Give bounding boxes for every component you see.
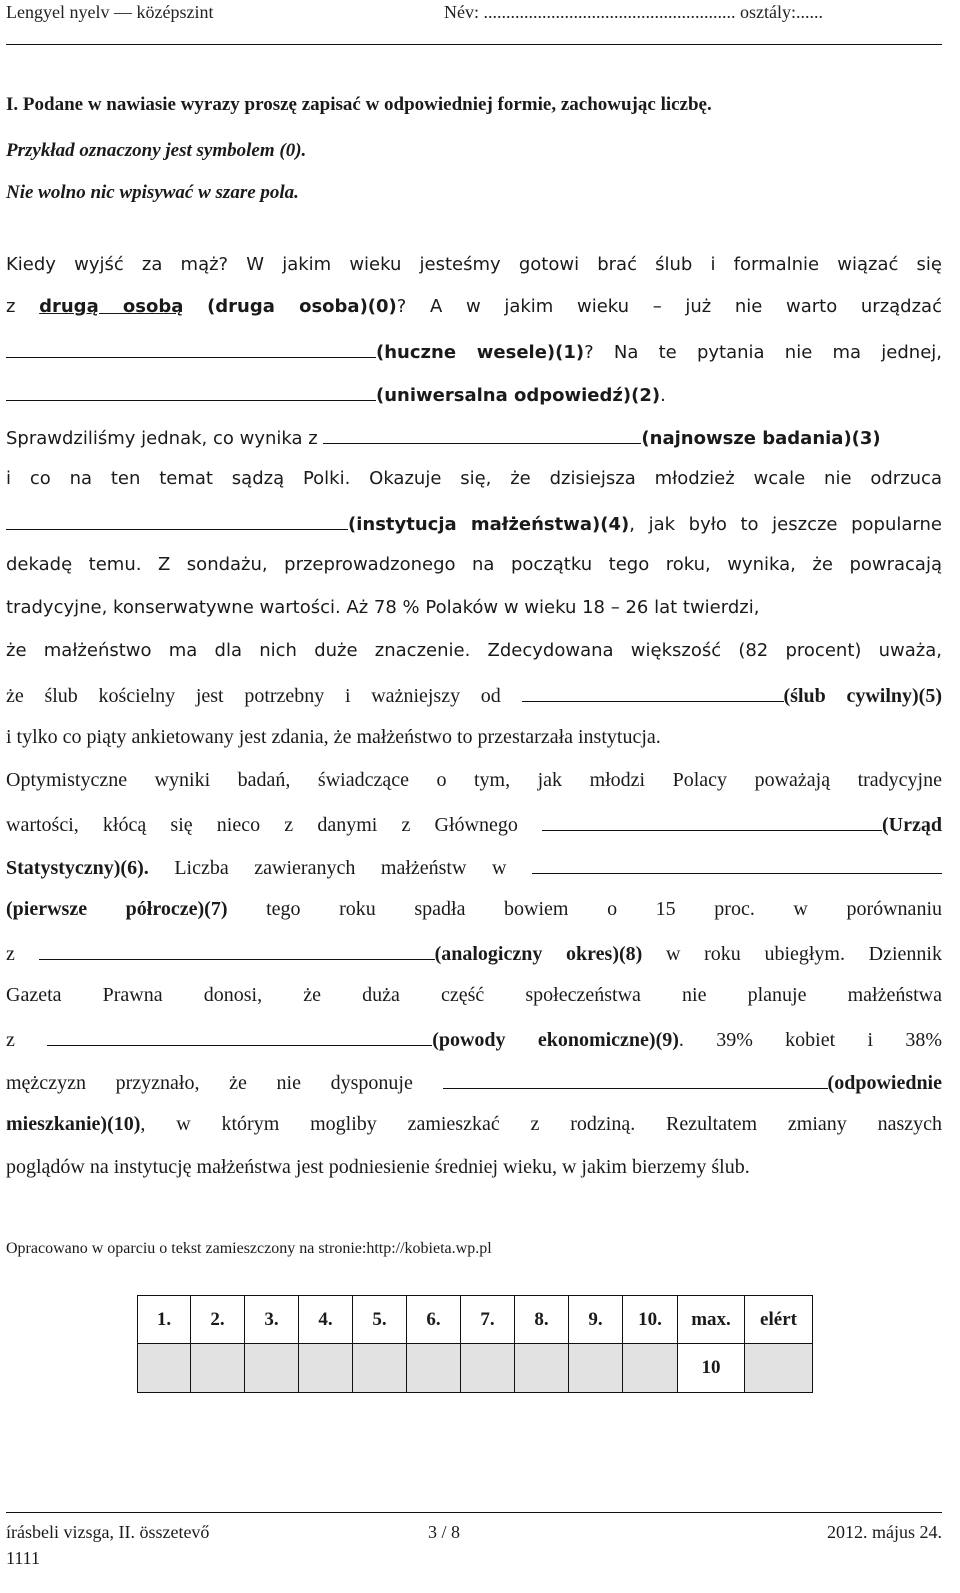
footer-rule: [6, 1512, 942, 1513]
gap-prompt-5: (ślub cywilny)(5): [783, 685, 942, 707]
score-cell-max: 10: [678, 1344, 745, 1393]
score-cell-5: [353, 1344, 407, 1393]
score-header-elert: elért: [745, 1296, 813, 1344]
answer-blank-6[interactable]: [542, 812, 882, 831]
score-header-1: 1.: [138, 1296, 191, 1344]
text-line-20: [6, 1070, 942, 1095]
footer-page-number: 3 / 8: [428, 1522, 461, 1542]
text-line-21: [6, 1113, 942, 1136]
text-fragment: ? Na te pytania nie ma jednej,: [584, 342, 942, 363]
text-fragment: że ślub kościelny jest potrzebny i ważniejszy od: [6, 685, 522, 707]
answer-blank-7[interactable]: [532, 855, 942, 874]
footer-date: 2012. május 24.: [827, 1522, 942, 1542]
gap-prompt-2: (uniwersalna odpowiedź)(2): [376, 385, 661, 406]
answer-blank-9[interactable]: [47, 1027, 432, 1046]
text-line-17: [6, 941, 942, 966]
score-header-5: 5.: [353, 1296, 407, 1344]
text-line-7: [6, 511, 942, 535]
text-fragment: z: [6, 1029, 48, 1051]
instruction-line-2: Przykład oznaczony jest symbolem (0).: [6, 140, 307, 161]
footer-exam-part: írásbeli vizsga, II. összetevő: [6, 1522, 210, 1542]
score-value-row: [138, 1344, 813, 1393]
score-cell-1: [138, 1344, 191, 1393]
footer-code: 1111: [6, 1548, 40, 1568]
gap-prompt-7: (pierwsze półrocze)(7): [6, 898, 228, 920]
text-fragment: tego roku spadła bowiem o 15 proc. w porównaniu: [227, 898, 942, 920]
header-rule: [6, 44, 942, 45]
text-fragment: z: [6, 943, 39, 965]
text-fragment: z: [6, 296, 40, 317]
score-header-9: 9.: [569, 1296, 623, 1344]
example-answer: drugą osobą: [39, 296, 184, 317]
header-name-class-field: Név: ........................................................ osztály:......: [444, 2, 823, 22]
text-fragment: wartości, kłócą się nieco z danymi z Głównego: [6, 814, 543, 836]
gap-prompt-3: (najnowsze badania)(3): [641, 428, 881, 449]
gap-prompt-6: (Urząd: [882, 814, 942, 836]
score-header-8: 8.: [515, 1296, 569, 1344]
source-note: Opracowano w oparciu o tekst zamieszczony na stronie:http://kobieta.wp.pl: [6, 1240, 492, 1257]
text-fragment: Sprawdziliśmy jednak, co wynika z: [6, 428, 324, 449]
text-line-4: [6, 382, 942, 406]
answer-blank-5[interactable]: [522, 683, 784, 702]
text-line-13: Optymistyczne wyniki badań, świadczące o tym, jak młodzi Polacy poważają tradycyjne: [6, 769, 942, 791]
text-fragment: Liczba zawieranych małżeństw w: [148, 857, 532, 879]
score-header-4: 4.: [299, 1296, 353, 1344]
gap-prompt-10-cont: mieszkanie)(10): [6, 1113, 141, 1135]
instruction-line-3: Nie wolno nic wpisywać w szare pola.: [6, 182, 299, 203]
text-line-11: [6, 683, 942, 708]
header-subject: Lengyel nyelv — középszint: [6, 2, 214, 22]
text-line-15: [6, 855, 942, 880]
text-line-6: i co na ten temat sądzą Polki. Okazuje się, że dzisiejsza młodzież wcale nie odrzuca: [6, 468, 942, 489]
text-line-19: [6, 1027, 942, 1052]
score-cell-8: [515, 1344, 569, 1393]
score-cell-elert: [745, 1344, 813, 1393]
gap-prompt-0: (druga osoba)(0): [207, 296, 397, 317]
score-header-max: max.: [678, 1296, 745, 1344]
score-cell-7: [461, 1344, 515, 1393]
instruction-line-1: I. Podane w nawiasie wyrazy proszę zapisać w odpowiedniej formie, zachowując liczbę.: [6, 94, 712, 115]
text-fragment: w roku ubiegłym. Dziennik: [642, 943, 942, 965]
gap-prompt-1: (huczne wesele)(1): [376, 342, 585, 363]
score-cell-6: [407, 1344, 461, 1393]
page-header: [6, 0, 942, 24]
text-line-5: [6, 425, 942, 449]
score-header-7: 7.: [461, 1296, 515, 1344]
gap-prompt-8: (analogiczny okres)(8): [434, 943, 643, 965]
answer-blank-10[interactable]: [443, 1070, 828, 1089]
gap-prompt-10: (odpowiednie: [827, 1072, 942, 1094]
text-line-16: [6, 898, 942, 921]
answer-blank-8[interactable]: [39, 941, 435, 960]
text-fragment: mężczyzn przyznało, że nie dysponuje: [6, 1072, 443, 1094]
text-fragment: , w którym mogliby zamieszkać z rodziną. Rezultatem zmiany naszych: [140, 1113, 942, 1135]
text-line-12: i tylko co piąty ankietowany jest zdania, że małżeństwo to przestarzała instytucja.: [6, 726, 661, 748]
text-line-9: tradycyjne, konserwatywne wartości. Aż 78 % Polaków w wieku 18 – 26 lat twierdzi,: [6, 597, 760, 618]
score-cell-2: [191, 1344, 245, 1393]
text-fragment: , jak było to jeszcze popularne: [629, 514, 942, 535]
score-cell-10: [623, 1344, 678, 1393]
score-header-10: 10.: [623, 1296, 678, 1344]
answer-blank-2[interactable]: [6, 382, 376, 401]
text-line-10: że małżeństwo ma dla nich duże znaczenie. Zdecydowana większość (82 procent) uważa,: [6, 640, 942, 661]
score-header-row: [138, 1296, 813, 1344]
text-line-3: [6, 339, 942, 363]
text-line-14: [6, 812, 942, 837]
gap-prompt-4: (instytucja małżeństwa)(4): [348, 514, 630, 535]
score-table: [137, 1295, 813, 1393]
answer-blank-3[interactable]: [323, 425, 641, 444]
answer-blank-4[interactable]: [6, 511, 348, 530]
score-header-2: 2.: [191, 1296, 245, 1344]
gap-prompt-9: (powody ekonomiczne)(9): [432, 1029, 679, 1051]
text-line-1: Kiedy wyjść za mąż? W jakim wieku jesteśmy gotowi brać ślub i formalnie wiązać się: [6, 254, 942, 275]
text-line-8: dekadę temu. Z sondażu, przeprowadzonego na początku tego roku, wynika, że powracają: [6, 554, 942, 575]
score-cell-3: [245, 1344, 299, 1393]
score-header-3: 3.: [245, 1296, 299, 1344]
gap-prompt-6-cont: Statystyczny)(6).: [6, 857, 149, 879]
text-line-2: [6, 296, 942, 317]
text-line-18: Gazeta Prawna donosi, że duża część społeczeństwa nie planuje małżeństwa: [6, 984, 942, 1006]
score-header-6: 6.: [407, 1296, 461, 1344]
answer-blank-1[interactable]: [6, 339, 376, 358]
text-fragment: . 39% kobiet i 38%: [678, 1029, 942, 1051]
text-line-22: poglądów na instytucję małżeństwa jest podniesienie średniej wieku, w jakim bierzemy ślub.: [6, 1156, 750, 1178]
score-cell-9: [569, 1344, 623, 1393]
text-fragment: ? A w jakim wieku – już nie warto urządzać: [396, 296, 942, 317]
score-cell-4: [299, 1344, 353, 1393]
text-fragment: .: [660, 385, 666, 406]
